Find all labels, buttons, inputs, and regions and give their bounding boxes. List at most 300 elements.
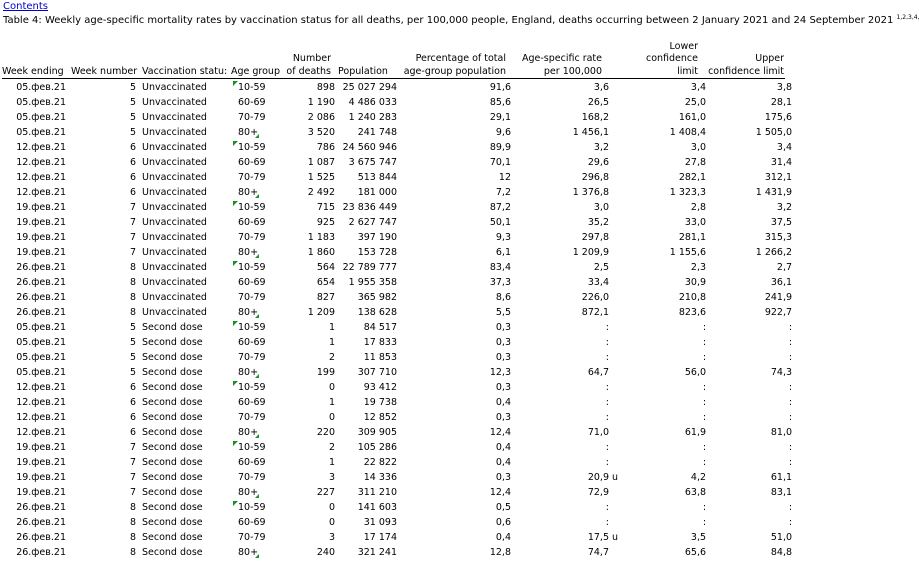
cell-age-group[interactable] (232, 170, 286, 185)
cell-age-group[interactable] (232, 545, 286, 560)
cell-week-number[interactable] (66, 290, 136, 305)
cell-vaccination-status[interactable] (136, 320, 232, 335)
cell-upper-limit[interactable] (706, 260, 792, 275)
cell-vaccination-status[interactable] (136, 140, 232, 155)
cell-flag[interactable] (609, 395, 618, 410)
cell-vaccination-status[interactable] (136, 485, 232, 500)
cell-vaccination-status[interactable] (136, 335, 232, 350)
cell-percentage[interactable] (397, 320, 511, 335)
cell-rate[interactable] (511, 530, 609, 545)
cell-vaccination-status[interactable] (136, 425, 232, 440)
cell-percentage[interactable] (397, 455, 511, 470)
cell-age-group[interactable] (232, 515, 286, 530)
cell-upper-limit[interactable] (706, 140, 792, 155)
cell-deaths[interactable] (286, 515, 335, 530)
cell-lower-limit[interactable] (618, 350, 706, 365)
cell-week-ending[interactable] (0, 470, 66, 485)
cell-flag[interactable] (609, 485, 618, 500)
cell-rate[interactable] (511, 365, 609, 380)
cell-percentage[interactable] (397, 95, 511, 110)
cell-lower-limit[interactable] (618, 515, 706, 530)
comment-marker-icon[interactable] (255, 494, 259, 498)
cell-week-number[interactable] (66, 185, 136, 200)
cell-vaccination-status[interactable] (136, 305, 232, 320)
cell-population[interactable] (335, 320, 397, 335)
cell-deaths[interactable] (286, 260, 335, 275)
cell-percentage[interactable] (397, 380, 511, 395)
comment-marker-icon[interactable] (255, 554, 259, 558)
cell-vaccination-status[interactable] (136, 395, 232, 410)
cell-population[interactable] (335, 200, 397, 215)
cell-flag[interactable] (609, 140, 618, 155)
cell-population[interactable] (335, 500, 397, 515)
cell-week-ending[interactable] (0, 245, 66, 260)
cell-week-ending[interactable] (0, 260, 66, 275)
cell-population[interactable] (335, 335, 397, 350)
cell-deaths[interactable] (286, 380, 335, 395)
cell-deaths[interactable] (286, 215, 335, 230)
cell-rate[interactable] (511, 200, 609, 215)
cell-rate[interactable] (511, 290, 609, 305)
cell-upper-limit[interactable] (706, 275, 792, 290)
cell-week-number[interactable] (66, 245, 136, 260)
cell-age-group[interactable] (232, 485, 286, 500)
cell-percentage[interactable] (397, 440, 511, 455)
cell-percentage[interactable] (397, 245, 511, 260)
cell-percentage[interactable] (397, 410, 511, 425)
cell-lower-limit[interactable] (618, 245, 706, 260)
cell-percentage[interactable] (397, 80, 511, 95)
cell-rate[interactable] (511, 305, 609, 320)
cell-vaccination-status[interactable] (136, 530, 232, 545)
cell-deaths[interactable] (286, 200, 335, 215)
cell-week-number[interactable] (66, 455, 136, 470)
cell-upper-limit[interactable] (706, 335, 792, 350)
cell-deaths[interactable] (286, 290, 335, 305)
cell-percentage[interactable] (397, 260, 511, 275)
contents-link[interactable]: Contents (3, 1, 48, 12)
cell-flag[interactable] (609, 275, 618, 290)
cell-vaccination-status[interactable] (136, 155, 232, 170)
cell-percentage[interactable] (397, 335, 511, 350)
cell-week-ending[interactable] (0, 440, 66, 455)
cell-rate[interactable] (511, 515, 609, 530)
cell-vaccination-status[interactable] (136, 470, 232, 485)
cell-flag[interactable] (609, 455, 618, 470)
cell-upper-limit[interactable] (706, 530, 792, 545)
cell-upper-limit[interactable] (706, 380, 792, 395)
comment-marker-icon[interactable] (233, 501, 238, 506)
cell-percentage[interactable] (397, 305, 511, 320)
cell-lower-limit[interactable] (618, 455, 706, 470)
cell-week-ending[interactable] (0, 275, 66, 290)
cell-vaccination-status[interactable] (136, 500, 232, 515)
cell-population[interactable] (335, 125, 397, 140)
cell-population[interactable] (335, 545, 397, 560)
cell-lower-limit[interactable] (618, 140, 706, 155)
cell-upper-limit[interactable] (706, 110, 792, 125)
cell-population[interactable] (335, 470, 397, 485)
cell-week-number[interactable] (66, 410, 136, 425)
cell-week-number[interactable] (66, 470, 136, 485)
cell-week-ending[interactable] (0, 455, 66, 470)
cell-population[interactable] (335, 410, 397, 425)
cell-vaccination-status[interactable] (136, 410, 232, 425)
cell-percentage[interactable] (397, 275, 511, 290)
cell-deaths[interactable] (286, 410, 335, 425)
cell-percentage[interactable] (397, 395, 511, 410)
header-age-group[interactable]: Age group (231, 65, 280, 77)
cell-rate[interactable] (511, 425, 609, 440)
cell-week-number[interactable] (66, 335, 136, 350)
cell-population[interactable] (335, 290, 397, 305)
cell-lower-limit[interactable] (618, 320, 706, 335)
cell-lower-limit[interactable] (618, 485, 706, 500)
cell-week-number[interactable] (66, 95, 136, 110)
cell-population[interactable] (335, 515, 397, 530)
cell-upper-limit[interactable] (706, 350, 792, 365)
cell-lower-limit[interactable] (618, 200, 706, 215)
cell-vaccination-status[interactable] (136, 380, 232, 395)
cell-flag[interactable] (609, 170, 618, 185)
cell-flag[interactable] (609, 245, 618, 260)
cell-age-group[interactable] (232, 305, 286, 320)
cell-upper-limit[interactable] (706, 320, 792, 335)
cell-age-group[interactable] (232, 260, 286, 275)
cell-week-number[interactable] (66, 545, 136, 560)
cell-age-group[interactable] (232, 230, 286, 245)
cell-week-ending[interactable] (0, 410, 66, 425)
cell-vaccination-status[interactable] (136, 185, 232, 200)
cell-upper-limit[interactable] (706, 455, 792, 470)
cell-vaccination-status[interactable] (136, 230, 232, 245)
cell-age-group[interactable] (232, 395, 286, 410)
header-lower-limit[interactable] (610, 41, 698, 79)
cell-lower-limit[interactable] (618, 95, 706, 110)
cell-week-ending[interactable] (0, 215, 66, 230)
cell-rate[interactable] (511, 110, 609, 125)
cell-deaths[interactable] (286, 440, 335, 455)
cell-population[interactable] (335, 305, 397, 320)
cell-week-ending[interactable] (0, 530, 66, 545)
header-rate[interactable] (508, 53, 602, 78)
cell-rate[interactable] (511, 215, 609, 230)
cell-deaths[interactable] (286, 455, 335, 470)
cell-age-group[interactable] (232, 500, 286, 515)
cell-age-group[interactable] (232, 110, 286, 125)
cell-deaths[interactable] (286, 365, 335, 380)
cell-flag[interactable] (609, 110, 618, 125)
cell-week-number[interactable] (66, 170, 136, 185)
cell-rate[interactable] (511, 80, 609, 95)
cell-week-ending[interactable] (0, 545, 66, 560)
cell-vaccination-status[interactable] (136, 215, 232, 230)
cell-rate[interactable] (511, 500, 609, 515)
cell-week-ending[interactable] (0, 140, 66, 155)
cell-age-group[interactable] (232, 275, 286, 290)
cell-percentage[interactable] (397, 290, 511, 305)
cell-deaths[interactable] (286, 530, 335, 545)
cell-percentage[interactable] (397, 230, 511, 245)
cell-flag[interactable] (609, 380, 618, 395)
cell-rate[interactable] (511, 260, 609, 275)
cell-flag[interactable] (609, 500, 618, 515)
cell-upper-limit[interactable] (706, 155, 792, 170)
cell-age-group[interactable] (232, 380, 286, 395)
cell-population[interactable] (335, 350, 397, 365)
cell-age-group[interactable] (232, 245, 286, 260)
cell-week-ending[interactable] (0, 95, 66, 110)
cell-upper-limit[interactable] (706, 200, 792, 215)
cell-week-number[interactable] (66, 530, 136, 545)
cell-population[interactable] (335, 110, 397, 125)
cell-age-group[interactable] (232, 95, 286, 110)
cell-upper-limit[interactable] (706, 470, 792, 485)
cell-week-number[interactable] (66, 320, 136, 335)
cell-deaths[interactable] (286, 350, 335, 365)
cell-week-ending[interactable] (0, 395, 66, 410)
cell-lower-limit[interactable] (618, 365, 706, 380)
cell-age-group[interactable] (232, 155, 286, 170)
cell-rate[interactable] (511, 320, 609, 335)
cell-lower-limit[interactable] (618, 185, 706, 200)
cell-flag[interactable] (609, 440, 618, 455)
cell-age-group[interactable] (232, 335, 286, 350)
cell-flag[interactable] (609, 320, 618, 335)
cell-vaccination-status[interactable] (136, 275, 232, 290)
cell-upper-limit[interactable] (706, 305, 792, 320)
cell-deaths[interactable] (286, 170, 335, 185)
cell-upper-limit[interactable] (706, 125, 792, 140)
cell-deaths[interactable] (286, 80, 335, 95)
cell-week-number[interactable] (66, 350, 136, 365)
cell-vaccination-status[interactable] (136, 170, 232, 185)
comment-marker-icon[interactable] (233, 381, 238, 386)
cell-lower-limit[interactable] (618, 215, 706, 230)
cell-flag[interactable] (609, 260, 618, 275)
cell-week-number[interactable] (66, 500, 136, 515)
cell-rate[interactable] (511, 245, 609, 260)
cell-week-number[interactable] (66, 155, 136, 170)
cell-upper-limit[interactable] (706, 485, 792, 500)
cell-percentage[interactable] (397, 125, 511, 140)
cell-deaths[interactable] (286, 425, 335, 440)
cell-upper-limit[interactable] (706, 425, 792, 440)
cell-population[interactable] (335, 455, 397, 470)
cell-week-ending[interactable] (0, 320, 66, 335)
cell-lower-limit[interactable] (618, 440, 706, 455)
cell-population[interactable] (335, 365, 397, 380)
cell-rate[interactable] (511, 545, 609, 560)
cell-percentage[interactable] (397, 485, 511, 500)
cell-week-number[interactable] (66, 125, 136, 140)
cell-week-ending[interactable] (0, 185, 66, 200)
cell-vaccination-status[interactable] (136, 290, 232, 305)
cell-percentage[interactable] (397, 155, 511, 170)
cell-age-group[interactable] (232, 320, 286, 335)
cell-lower-limit[interactable] (618, 305, 706, 320)
header-upper-limit[interactable] (700, 53, 784, 78)
cell-lower-limit[interactable] (618, 500, 706, 515)
cell-percentage[interactable] (397, 185, 511, 200)
table-title-notes[interactable]: 1,2,3,4, (896, 14, 919, 21)
cell-flag[interactable] (609, 185, 618, 200)
cell-upper-limit[interactable] (706, 170, 792, 185)
cell-population[interactable] (335, 185, 397, 200)
cell-flag[interactable] (609, 365, 618, 380)
cell-lower-limit[interactable] (618, 170, 706, 185)
cell-week-number[interactable] (66, 215, 136, 230)
cell-deaths[interactable] (286, 545, 335, 560)
cell-lower-limit[interactable] (618, 395, 706, 410)
cell-week-ending[interactable] (0, 485, 66, 500)
cell-flag[interactable] (609, 350, 618, 365)
cell-flag[interactable] (609, 515, 618, 530)
cell-age-group[interactable] (232, 410, 286, 425)
cell-week-ending[interactable] (0, 380, 66, 395)
cell-flag[interactable] (609, 305, 618, 320)
cell-vaccination-status[interactable] (136, 110, 232, 125)
cell-week-ending[interactable] (0, 365, 66, 380)
cell-upper-limit[interactable] (706, 245, 792, 260)
cell-flag[interactable] (609, 155, 618, 170)
cell-age-group[interactable] (232, 440, 286, 455)
cell-vaccination-status[interactable] (136, 245, 232, 260)
cell-age-group[interactable] (232, 350, 286, 365)
comment-marker-icon[interactable] (233, 141, 238, 146)
cell-age-group[interactable] (232, 425, 286, 440)
cell-vaccination-status[interactable] (136, 200, 232, 215)
cell-population[interactable] (335, 530, 397, 545)
cell-deaths[interactable] (286, 320, 335, 335)
cell-upper-limit[interactable] (706, 230, 792, 245)
cell-upper-limit[interactable] (706, 95, 792, 110)
cell-vaccination-status[interactable] (136, 455, 232, 470)
cell-rate[interactable] (511, 140, 609, 155)
cell-deaths[interactable] (286, 485, 335, 500)
cell-deaths[interactable] (286, 395, 335, 410)
cell-percentage[interactable] (397, 530, 511, 545)
cell-week-number[interactable] (66, 275, 136, 290)
cell-flag[interactable] (609, 335, 618, 350)
cell-rate[interactable] (511, 125, 609, 140)
cell-lower-limit[interactable] (618, 290, 706, 305)
header-deaths[interactable] (283, 53, 331, 78)
cell-flag[interactable] (609, 425, 618, 440)
cell-upper-limit[interactable] (706, 440, 792, 455)
cell-upper-limit[interactable] (706, 290, 792, 305)
cell-week-ending[interactable] (0, 335, 66, 350)
cell-week-number[interactable] (66, 395, 136, 410)
cell-percentage[interactable] (397, 140, 511, 155)
cell-lower-limit[interactable] (618, 380, 706, 395)
cell-deaths[interactable] (286, 110, 335, 125)
cell-week-ending[interactable] (0, 350, 66, 365)
cell-deaths[interactable] (286, 95, 335, 110)
comment-marker-icon[interactable] (233, 261, 238, 266)
cell-flag[interactable] (609, 290, 618, 305)
cell-week-ending[interactable] (0, 170, 66, 185)
cell-lower-limit[interactable] (618, 110, 706, 125)
cell-vaccination-status[interactable] (136, 80, 232, 95)
cell-percentage[interactable] (397, 500, 511, 515)
cell-deaths[interactable] (286, 125, 335, 140)
cell-flag[interactable] (609, 95, 618, 110)
header-population[interactable]: Population (338, 65, 388, 77)
cell-population[interactable] (335, 95, 397, 110)
cell-lower-limit[interactable] (618, 275, 706, 290)
cell-vaccination-status[interactable] (136, 260, 232, 275)
comment-marker-icon[interactable] (233, 201, 238, 206)
cell-upper-limit[interactable] (706, 80, 792, 95)
cell-week-ending[interactable] (0, 515, 66, 530)
cell-vaccination-status[interactable] (136, 440, 232, 455)
cell-week-number[interactable] (66, 200, 136, 215)
cell-population[interactable] (335, 440, 397, 455)
cell-percentage[interactable] (397, 200, 511, 215)
cell-age-group[interactable] (232, 365, 286, 380)
comment-marker-icon[interactable] (255, 134, 259, 138)
cell-age-group[interactable] (232, 455, 286, 470)
cell-rate[interactable] (511, 440, 609, 455)
cell-population[interactable] (335, 395, 397, 410)
cell-rate[interactable] (511, 410, 609, 425)
cell-week-number[interactable] (66, 110, 136, 125)
cell-week-ending[interactable] (0, 200, 66, 215)
cell-deaths[interactable] (286, 335, 335, 350)
cell-vaccination-status[interactable] (136, 350, 232, 365)
cell-vaccination-status[interactable] (136, 545, 232, 560)
header-vaccination-status[interactable]: Vaccination statu: (142, 65, 228, 77)
cell-flag[interactable] (609, 530, 618, 545)
cell-upper-limit[interactable] (706, 500, 792, 515)
cell-week-number[interactable] (66, 140, 136, 155)
cell-vaccination-status[interactable] (136, 515, 232, 530)
comment-marker-icon[interactable] (233, 321, 238, 326)
cell-population[interactable] (335, 485, 397, 500)
cell-deaths[interactable] (286, 245, 335, 260)
cell-percentage[interactable] (397, 170, 511, 185)
cell-week-number[interactable] (66, 515, 136, 530)
cell-week-ending[interactable] (0, 110, 66, 125)
cell-week-number[interactable] (66, 260, 136, 275)
cell-week-ending[interactable] (0, 290, 66, 305)
cell-population[interactable] (335, 275, 397, 290)
cell-lower-limit[interactable] (618, 545, 706, 560)
comment-marker-icon[interactable] (233, 441, 238, 446)
comment-marker-icon[interactable] (233, 81, 238, 86)
comment-marker-icon[interactable] (255, 434, 259, 438)
cell-age-group[interactable] (232, 140, 286, 155)
cell-week-number[interactable] (66, 440, 136, 455)
cell-percentage[interactable] (397, 215, 511, 230)
cell-age-group[interactable] (232, 215, 286, 230)
comment-marker-icon[interactable] (255, 194, 259, 198)
cell-rate[interactable] (511, 230, 609, 245)
cell-population[interactable] (335, 215, 397, 230)
cell-flag[interactable] (609, 545, 618, 560)
cell-upper-limit[interactable] (706, 215, 792, 230)
cell-week-ending[interactable] (0, 230, 66, 245)
cell-deaths[interactable] (286, 230, 335, 245)
cell-week-number[interactable] (66, 425, 136, 440)
cell-percentage[interactable] (397, 350, 511, 365)
cell-rate[interactable] (511, 350, 609, 365)
cell-percentage[interactable] (397, 365, 511, 380)
cell-age-group[interactable] (232, 290, 286, 305)
cell-age-group[interactable] (232, 470, 286, 485)
cell-rate[interactable] (511, 275, 609, 290)
